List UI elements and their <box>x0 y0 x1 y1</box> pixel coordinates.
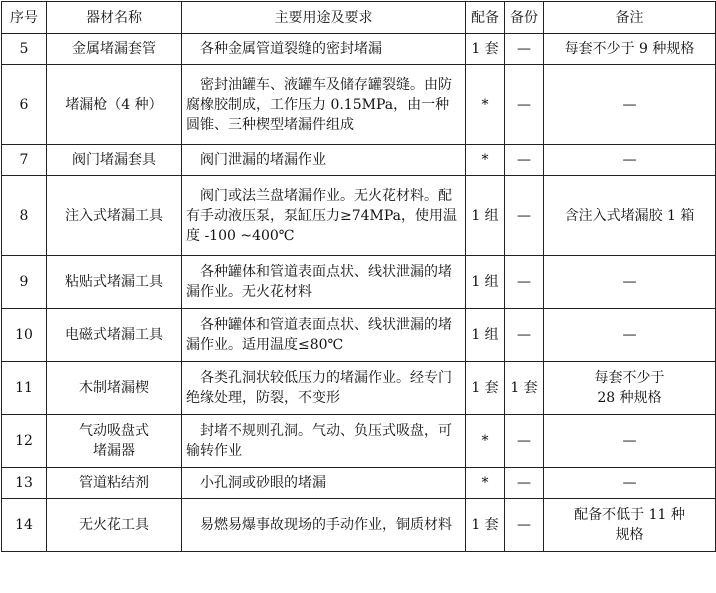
cell-equip: * <box>466 65 505 145</box>
table-row <box>2 309 716 362</box>
cell-no: 13 <box>2 468 47 499</box>
cell-backup: — <box>505 65 544 145</box>
cell-name: 管道粘结剂 <box>47 468 182 499</box>
cell-no: 10 <box>2 309 47 362</box>
cell-note: — <box>544 415 716 468</box>
cell-equip: 1 套 <box>466 362 505 415</box>
cell-use-text: 各类孔洞状较低压力的堵漏作业。经专门绝缘处理，防裂，不变形 <box>186 370 452 406</box>
cell-backup: — <box>505 34 544 65</box>
cell-no: 8 <box>2 176 47 256</box>
table-row <box>2 145 716 176</box>
cell-use-text: 各种罐体和管道表面点状、线状泄漏的堵漏作业。适用温度≤80℃ <box>186 317 452 353</box>
cell-note: 配备不低于 11 种 规格 <box>544 499 716 552</box>
cell-equip: * <box>466 415 505 468</box>
cell-name: 金属堵漏套管 <box>47 34 182 65</box>
cell-use <box>182 309 466 362</box>
cell-name: 气动吸盘式 堵漏器 <box>47 415 182 468</box>
cell-backup: — <box>505 256 544 309</box>
cell-equip: 1 套 <box>466 499 505 552</box>
header-note: 备注 <box>544 2 716 34</box>
cell-equip: 1 套 <box>466 34 505 65</box>
cell-equip: 1 组 <box>466 256 505 309</box>
cell-note: 含注入式堵漏胶 1 箱 <box>544 176 716 256</box>
table-row <box>2 468 716 499</box>
cell-name: 堵漏枪（4 种） <box>47 65 182 145</box>
cell-name: 粘贴式堵漏工具 <box>47 256 182 309</box>
table-row <box>2 256 716 309</box>
equipment-table <box>1 1 716 552</box>
cell-use: 各种金属管道裂缝的密封堵漏 <box>182 34 466 65</box>
cell-no: 12 <box>2 415 47 468</box>
cell-note: — <box>544 145 716 176</box>
cell-note: — <box>544 468 716 499</box>
cell-note: — <box>544 309 716 362</box>
cell-name: 阀门堵漏套具 <box>47 145 182 176</box>
cell-equip: * <box>466 145 505 176</box>
header-backup: 备份 <box>505 2 544 34</box>
cell-use: 阀门泄漏的堵漏作业 <box>182 145 466 176</box>
table-row <box>2 65 716 145</box>
table-row <box>2 499 716 552</box>
cell-equip: 1 组 <box>466 176 505 256</box>
cell-use: 小孔洞或砂眼的堵漏 <box>182 468 466 499</box>
cell-note: 每套不少于 28 种规格 <box>544 362 716 415</box>
cell-use <box>182 499 466 552</box>
cell-no: 7 <box>2 145 47 176</box>
header-name: 器材名称 <box>47 2 182 34</box>
cell-backup: — <box>505 176 544 256</box>
cell-backup: — <box>505 309 544 362</box>
cell-note: — <box>544 256 716 309</box>
cell-use <box>182 362 466 415</box>
cell-equip: 1 组 <box>466 309 505 362</box>
cell-use-text: 封堵不规则孔洞。气动、负压式吸盘，可输转作业 <box>186 423 452 459</box>
header-no: 序号 <box>2 2 47 34</box>
cell-backup: — <box>505 499 544 552</box>
cell-name: 木制堵漏楔 <box>47 362 182 415</box>
header-row <box>2 2 716 34</box>
cell-use-text: 密封油罐车、液罐车及储存罐裂缝。由防腐橡胶制成，工作压力 0.15MPa，由一种圆锥、三种楔型堵漏件组成 <box>186 76 452 133</box>
cell-no: 11 <box>2 362 47 415</box>
cell-note: 每套不少于 9 种规格 <box>544 34 716 65</box>
cell-use-text: 易燃易爆事故现场的手动作业，铜质材料 <box>200 517 452 533</box>
cell-note: — <box>544 65 716 145</box>
cell-no: 14 <box>2 499 47 552</box>
header-equip: 配备 <box>466 2 505 34</box>
table-row <box>2 362 716 415</box>
table-row <box>2 34 716 65</box>
cell-backup: — <box>505 415 544 468</box>
cell-name: 无火花工具 <box>47 499 182 552</box>
cell-backup: — <box>505 468 544 499</box>
cell-equip: * <box>466 468 505 499</box>
cell-use-text: 阀门或法兰盘堵漏作业。无火花材料。配有手动液压泵，泵缸压力≥74MPa，使用温度 -100 ~400℃ <box>186 187 458 244</box>
table-row <box>2 415 716 468</box>
cell-name: 注入式堵漏工具 <box>47 176 182 256</box>
cell-use <box>182 415 466 468</box>
cell-backup: 1 套 <box>505 362 544 415</box>
table-row <box>2 176 716 256</box>
header-use: 主要用途及要求 <box>182 2 466 34</box>
cell-no: 6 <box>2 65 47 145</box>
cell-backup: — <box>505 145 544 176</box>
cell-use <box>182 65 466 145</box>
cell-no: 5 <box>2 34 47 65</box>
cell-use <box>182 176 466 256</box>
cell-use-text: 各种罐体和管道表面点状、线状泄漏的堵漏作业。无火花材料 <box>186 264 452 300</box>
cell-no: 9 <box>2 256 47 309</box>
cell-use <box>182 256 466 309</box>
cell-name: 电磁式堵漏工具 <box>47 309 182 362</box>
